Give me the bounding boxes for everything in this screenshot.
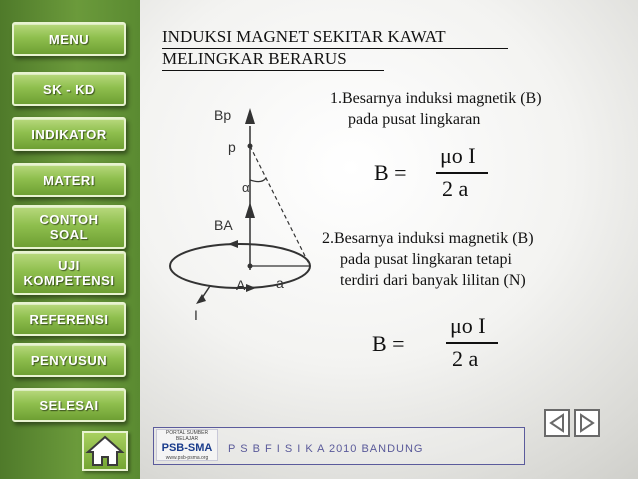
circular-wire-diagram	[158, 98, 328, 320]
penyusun-label: PENYUSUN	[30, 352, 108, 368]
materi-label: MATERI	[43, 172, 95, 188]
referensi-label: REFERENSI	[29, 311, 109, 327]
sidebar	[0, 0, 140, 479]
menu-label: MENU	[48, 31, 90, 47]
home-button[interactable]	[82, 431, 128, 471]
sk-kd-label: SK - KD	[43, 81, 95, 97]
formula-1-lhs: B =	[374, 160, 407, 185]
current-label: I	[194, 307, 198, 320]
formula-1-numerator: μo I	[440, 143, 476, 168]
p-label: p	[228, 139, 236, 155]
radius-label: a	[276, 275, 284, 291]
page-title: INDUKSI MAGNET SEKITAR KAWAT MELINGKAR BERARUS	[162, 27, 446, 68]
contoh-soal-button[interactable]	[12, 205, 126, 249]
formula-2-numerator: μo I	[450, 313, 486, 338]
footer-text: P S B F I S I K A 2010 BANDUNG	[228, 443, 424, 455]
point-2-text: 2.Besarnya induksi magnetik (B) pada pusat lingkaran tetapi terdiri dari banyak lilitan (N)	[322, 230, 534, 289]
bp-label: Bp	[214, 107, 232, 123]
triangle-right-icon	[576, 411, 598, 435]
psb-sma-logo: PORTAL SUMBER BELAJAR PSB-SMA www.psb-psma.org	[156, 429, 218, 461]
next-button[interactable]	[574, 409, 600, 437]
a-point-label: A	[236, 277, 246, 293]
selesai-button[interactable]	[12, 388, 126, 422]
title-underline	[162, 48, 508, 49]
uji-kompetensi-button[interactable]	[12, 251, 126, 295]
triangle-left-icon	[546, 411, 568, 435]
title-underline-2	[162, 70, 384, 71]
menu-button[interactable]	[12, 22, 126, 56]
indikator-button[interactable]	[12, 117, 126, 151]
uji-kompetensi-label: UJI KOMPETENSI	[23, 258, 115, 288]
indikator-label: INDIKATOR	[31, 126, 107, 142]
prev-button[interactable]	[544, 409, 570, 437]
alpha-label: α	[242, 180, 250, 195]
penyusun-button[interactable]	[12, 343, 126, 377]
formula-2-lhs: B =	[372, 331, 405, 356]
home-icon	[84, 433, 126, 469]
ba-label: BA	[214, 217, 233, 233]
formula-1-fraction-bar	[436, 172, 488, 174]
formula-2-fraction-bar	[446, 342, 498, 344]
contoh-soal-label: CONTOH SOAL	[39, 212, 99, 242]
selesai-label: SELESAI	[39, 397, 99, 413]
sk-kd-button[interactable]	[12, 72, 126, 106]
point-1-text: 1.Besarnya induksi magnetik (B) pada pusat lingkaran	[330, 90, 542, 128]
materi-button[interactable]	[12, 163, 126, 197]
formula-2-denominator: 2 a	[452, 346, 479, 371]
formula-1-denominator: 2 a	[442, 176, 469, 201]
referensi-button[interactable]	[12, 302, 126, 336]
